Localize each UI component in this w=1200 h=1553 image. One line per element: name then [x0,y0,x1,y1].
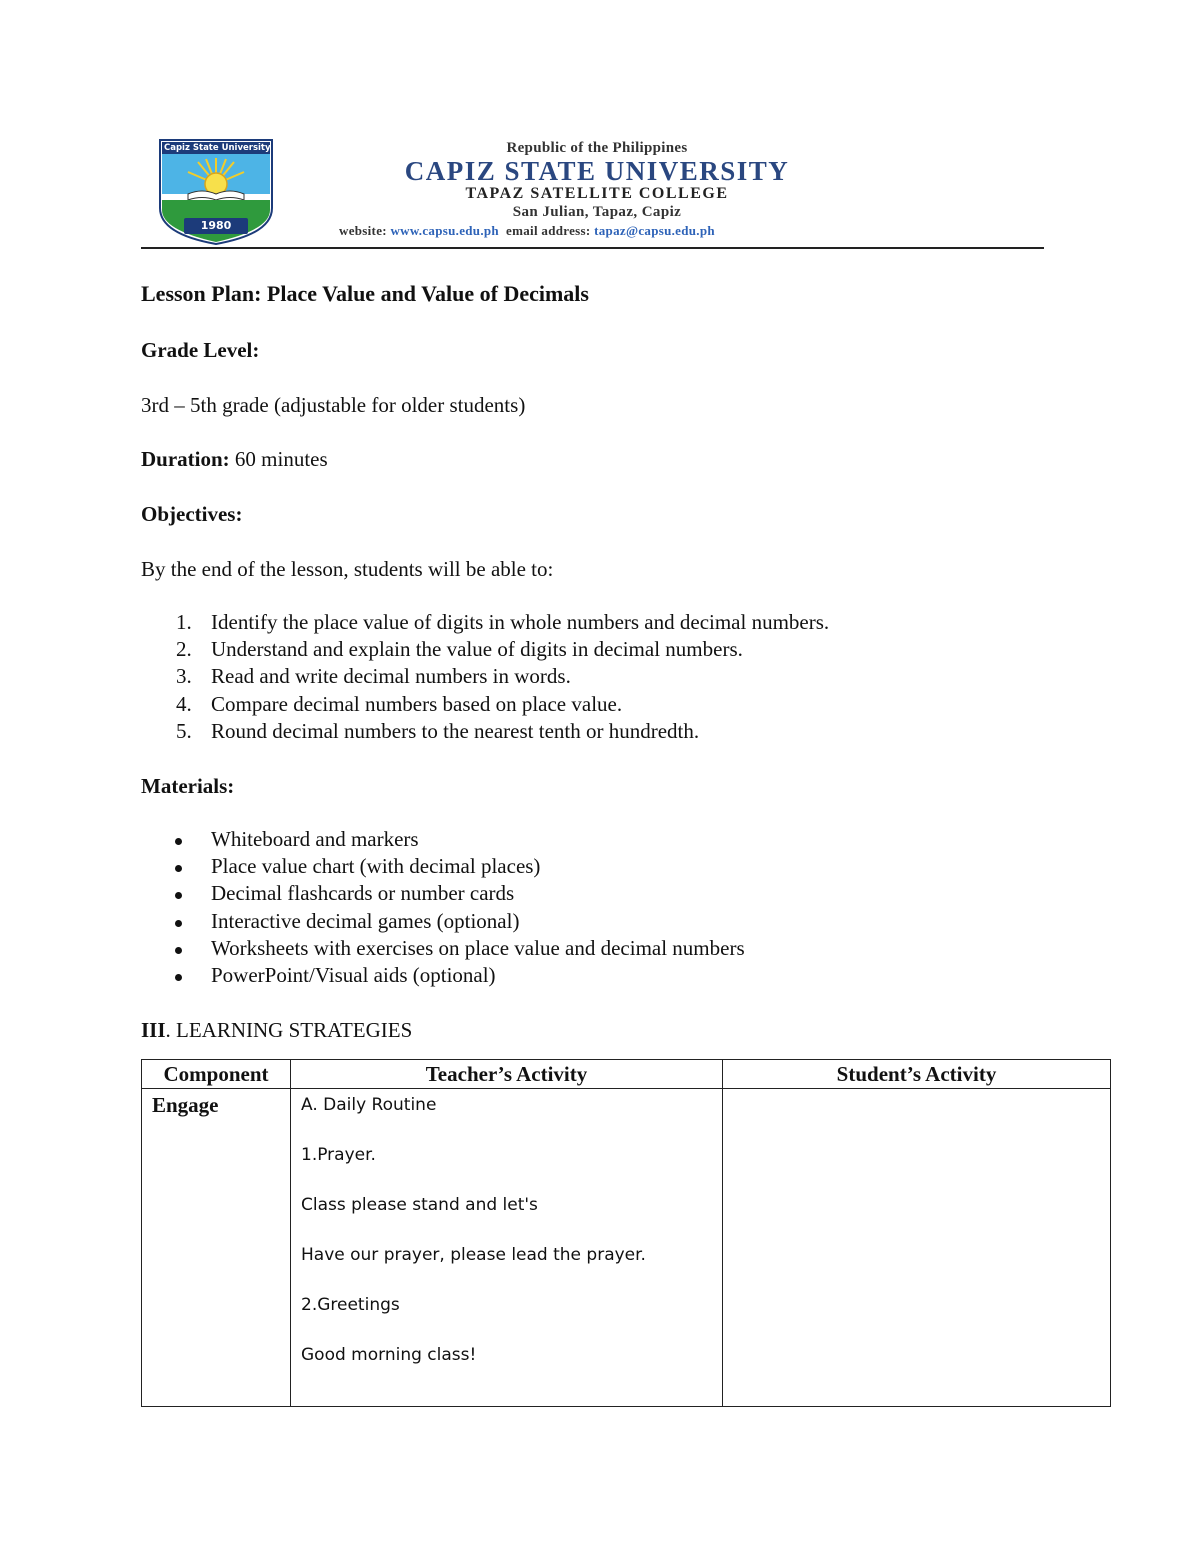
learning-strategies-heading [141,1017,412,1044]
teacher-activity-line: Good morning class! [301,1345,477,1365]
list-item: 5. Round decimal numbers to the nearest tenth or hundredth. [176,718,700,743]
header-divider [141,247,1044,249]
list-item [141,935,745,962]
university-seal-logo [158,138,274,246]
duration-value: 60 minutes [234,447,328,471]
objectives-intro: By the end of the lesson, students will be able to: [141,557,554,581]
materials-list [141,826,745,989]
bullet-icon [175,920,182,927]
objective-text: Compare decimal numbers based on place value. [211,691,623,716]
logo-top-text: Capiz State University [164,143,271,153]
material-text: Whiteboard and markers [211,827,419,851]
letterhead [141,128,1044,250]
bullet-icon [175,974,182,981]
teacher-activity-line: A. Daily Routine [301,1095,437,1115]
bullet-icon [175,947,182,954]
list-item [141,880,745,907]
list-item: 1. Identify the place value of digits in whole numbers and decimal numbers. [176,610,830,634]
column-header-component: Component [142,1060,291,1089]
email-label: email address: [506,223,591,238]
grade-level-value: 3rd – 5th grade (adjustable for older students) [141,393,526,417]
website-link[interactable]: www.capsu.edu.ph [390,223,499,238]
teacher-activity-line: 1.Prayer. [301,1145,376,1165]
teacher-activity-line: 2.Greetings [301,1295,400,1315]
material-text: PowerPoint/Visual aids (optional) [211,963,496,988]
college-address: San Julian, Tapaz, Capiz [512,204,682,220]
objectives-heading: Objectives: [141,502,243,526]
material-text: Worksheets with exercises on place value and decimal numbers [211,935,745,960]
student-activity-cell [723,1089,1111,1407]
list-item [141,853,745,880]
list-item: 3. Read and write decimal numbers in words. [176,664,571,689]
email-link[interactable]: tapaz@capsu.edu.ph [594,223,715,238]
bullet-icon [175,892,182,899]
teacher-activity-line: Class please stand and let's [301,1195,538,1215]
objective-text: Read and write decimal numbers in words. [211,664,571,689]
list-item [141,962,745,989]
materials-heading: Materials: [141,774,235,798]
university-name: CAPIZ STATE UNIVERSITY [404,156,790,186]
duration-line [141,446,328,473]
bullet-icon [175,838,182,845]
contact-line [339,222,857,240]
column-header-student: Student’s Activity [723,1060,1111,1089]
learning-strategies-table [141,1059,1111,1407]
logo-year-text: 1980 [200,219,232,232]
college-name: TAPAZ SATELLITE COLLEGE [465,185,729,202]
strategies-roman: III [141,1018,166,1042]
teacher-activity-line: Have our prayer, please lead the prayer. [301,1245,646,1265]
grade-level-heading: Grade Level: [141,338,260,362]
republic-line: Republic of the Philippines [506,140,688,156]
material-text: Decimal flashcards or number cards [211,881,515,906]
list-item [141,826,745,853]
strategies-label: . LEARNING STRATEGIES [165,1018,413,1042]
table-row [142,1089,1111,1407]
teacher-activity-cell [291,1089,723,1407]
university-letterhead-text [337,140,857,240]
objective-text: Identify the place value of digits in whole numbers and decimal numbers. [211,610,830,634]
table-header-row [142,1060,1111,1089]
list-item: 2. Understand and explain the value of digits in decimal numbers. [176,637,743,662]
column-header-teacher: Teacher’s Activity [291,1060,723,1089]
lesson-title: Lesson Plan: Place Value and Value of Decimals [141,281,589,306]
website-label: website: [339,223,387,238]
objectives-list [141,609,829,745]
objective-text: Understand and explain the value of digits in decimal numbers. [211,637,743,662]
objective-text: Round decimal numbers to the nearest tenth or hundredth. [211,718,700,743]
material-text: Interactive decimal games (optional) [211,908,520,933]
material-text: Place value chart (with decimal places) [211,854,541,879]
bullet-icon [175,865,182,872]
duration-label: Duration: [141,447,230,471]
list-item: 4. Compare decimal numbers based on place value. [176,691,623,716]
list-item [141,908,745,935]
component-cell: Engage [142,1089,291,1407]
